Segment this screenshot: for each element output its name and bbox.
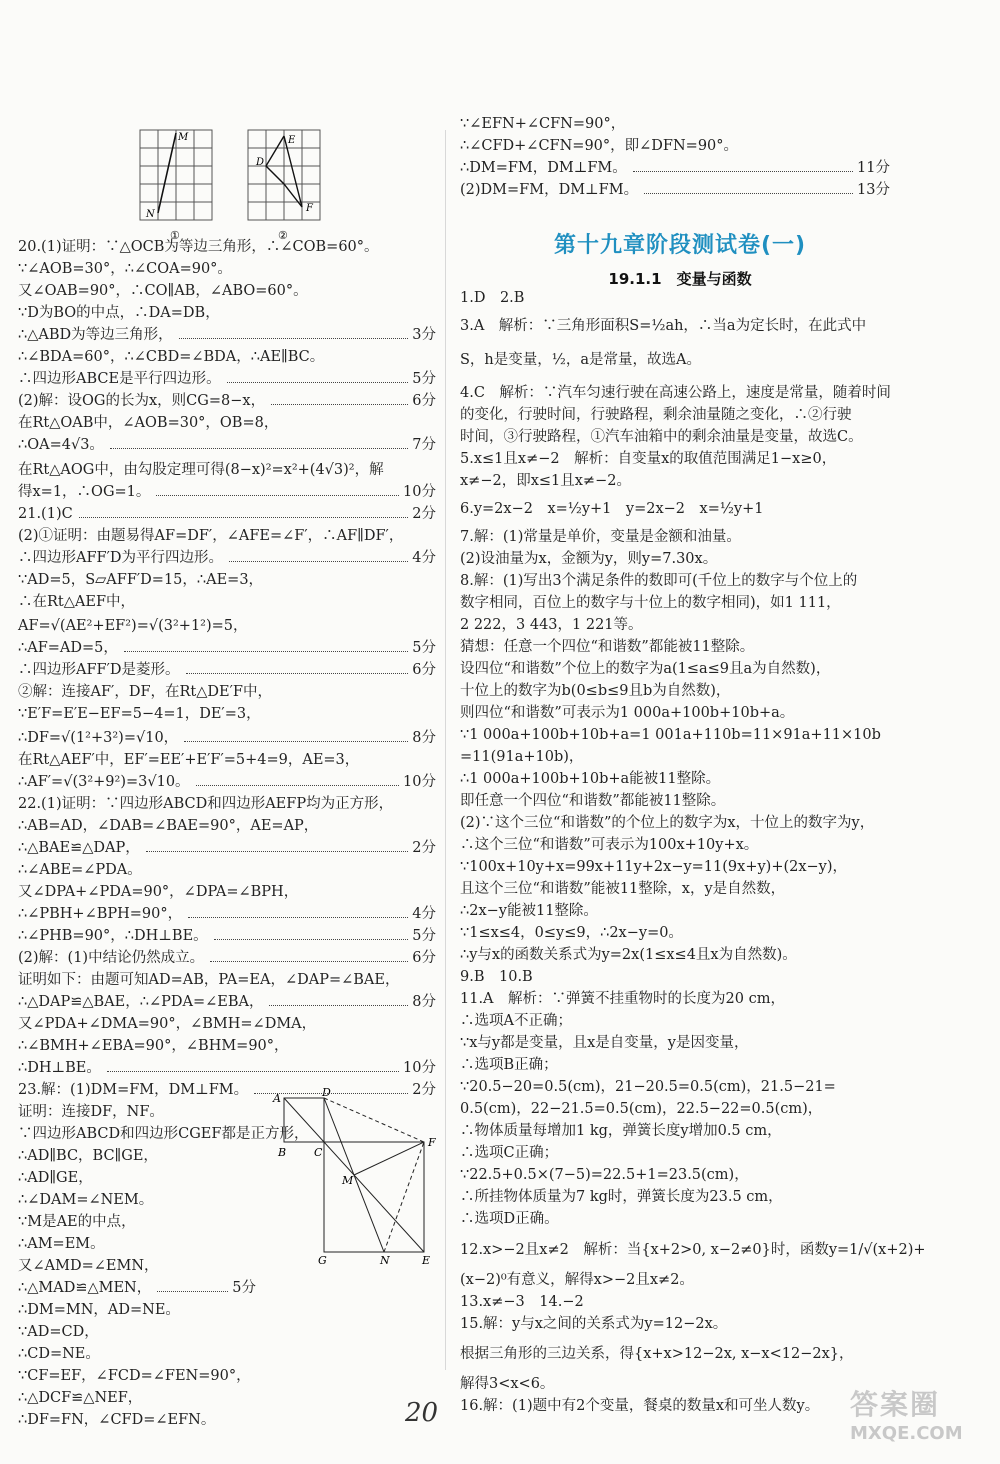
leader-dots [179, 338, 409, 339]
answer-text: 得x=1，∴OG=1。 [18, 484, 151, 500]
leader-dots [633, 171, 853, 172]
fig1-label-n: N [146, 209, 155, 220]
leader-dots [196, 785, 400, 786]
column-divider [445, 130, 446, 1370]
sq-label-e: E [422, 1254, 431, 1267]
leader-dots [146, 851, 409, 852]
answer-line [460, 180, 890, 200]
score-points: 6分 [412, 662, 436, 678]
answer-line [18, 838, 436, 858]
answer-line: 十位上的数字为b(0≤b≤9且b为自然数)， [460, 683, 731, 699]
answer-line: ∵∠EFN+∠CFN=90°， [460, 116, 626, 132]
answer-text: ∴△ABD为等边三角形， [18, 327, 173, 343]
answer-text: ∴四边形AFF′D是菱形。 [18, 662, 180, 678]
answer-line: 4.C 解析：∵汽车匀速行驶在高速公路上，速度是常量，随着时间 [460, 385, 891, 401]
answer-line: ∵D为BO的中点，∴DA=DB， [18, 305, 220, 321]
answer-line: ∵E′F=E′E−EF=5−4=1，DE′=3， [18, 706, 261, 722]
leader-dots [269, 1005, 408, 1006]
answer-line: ∴∠ABE=∠PDA。 [18, 862, 142, 878]
answer-line: ∴AB=AD，∠DAB=∠BAE=90°，AE=AP， [18, 818, 319, 834]
answer-line: ∴AD∥GE， [18, 1170, 93, 1186]
answer-line: ∴AD∥BC，BC∥GE， [18, 1148, 158, 1164]
answer-line: 1.D 2.B [460, 290, 525, 306]
answer-line: ∴∠BDA=60°，∴∠CBD=∠BDA，∴AE∥BC。 [18, 349, 325, 365]
answer-text: ∴DH⊥BE。 [18, 1060, 101, 1076]
answer-line [18, 325, 436, 345]
score-points: 10分 [403, 484, 436, 500]
answer-text: ∴△MAD≌△MEN， [18, 1280, 152, 1296]
answer-line: ∴这个三位“和谐数”可表示为100x+10y+x。 [460, 837, 759, 853]
answer-line: 9.B 10.B [460, 969, 533, 985]
leader-dots [184, 741, 408, 742]
sq-label-c: C [314, 1146, 323, 1159]
leader-dots [107, 1071, 399, 1072]
answer-text: ∴四边形ABCE是平行四边形。 [18, 371, 221, 387]
answer-line: ∵1 000a+100b+10b+a=1 001a+110b=11×91a+11×10b [460, 727, 881, 743]
answer-line: ∵四边形ABCD和四边形CGEF都是正方形， [18, 1126, 309, 1142]
answer-line: ∴1 000a+100b+10b+a能被11整除。 [460, 771, 721, 787]
answer-line [18, 369, 436, 389]
watermark-logo [850, 1383, 990, 1443]
answer-line: 16.解：(1)题中有2个变量，餐桌的数量x和可坐人数y。 [460, 1398, 820, 1414]
answer-line: 2 222，3 443，1 221等。 [460, 617, 643, 633]
answer-line: 证明如下：由题可知AD=AB，PA=EA，∠DAP=∠BAE， [18, 972, 400, 988]
answer-line: 7.解：(1)常量是单价，变量是金额和油量。 [460, 529, 741, 545]
answer-text: ∴AF=AD=5， [18, 640, 118, 656]
answer-line: 数字相同，百位上的数字与十位上的数字相同)，如1 111， [460, 595, 841, 611]
answer-line [18, 660, 436, 680]
answer-line [18, 772, 436, 792]
answer-line [18, 391, 436, 411]
answer-line: ∴∠BMH+∠EBA=90°，∠BHM=90°， [18, 1038, 289, 1054]
leader-dots [156, 495, 399, 496]
fig2-label-d: D [256, 157, 265, 168]
square-figure [272, 1088, 447, 1270]
sq-label-a: A [273, 1092, 281, 1105]
score-points: 10分 [403, 1060, 436, 1076]
answer-line: 11.A 解析：∵弹簧不挂重物时的长度为20 cm， [460, 991, 785, 1007]
answer-line: ∵AD=5，S▱AFF′D=15，∴AE=3， [18, 572, 264, 588]
answer-text: (2)解：设OG的长为x，则CG=8−x， [18, 393, 266, 409]
sq-label-g: G [318, 1254, 327, 1267]
sq-label-m: M [342, 1174, 354, 1187]
answer-line: ∴∠DAM=∠NEM。 [18, 1192, 154, 1208]
leader-dots [124, 651, 408, 652]
score-points: 8分 [412, 994, 436, 1010]
answer-line [18, 728, 436, 748]
answer-text: 23.解：(1)DM=FM，DM⊥FM。 [18, 1082, 249, 1098]
grid-figures [120, 125, 340, 245]
answer-line: 猜想：任意一个四位“和谐数”都能被11整除。 [460, 639, 755, 655]
answer-line [18, 482, 436, 502]
leader-dots [214, 939, 409, 940]
score-points: 2分 [412, 506, 436, 522]
answer-line: ∴选项B正确； [460, 1057, 558, 1073]
leader-dots [254, 1093, 408, 1094]
leader-dots [79, 517, 409, 518]
score-points: 8分 [412, 730, 436, 746]
answer-line: ∴△DCF≌△NEF， [18, 1390, 143, 1406]
answer-line [18, 638, 436, 658]
answer-line: ∴所挂物体质量为7 kg时，弹簧长度为23.5 cm， [460, 1189, 783, 1205]
answer-text: ∴AF′=√(3²+9²)=3√10。 [18, 774, 190, 790]
answer-line: 6.y=2x−2 x=½y+1 y=2x−2 x=½y+1 [460, 501, 764, 517]
answer-line [460, 158, 890, 178]
answer-line [18, 992, 436, 1012]
answer-line [18, 1080, 436, 1100]
answer-line: 则四位“和谐数”可表示为1 000a+100b+10b+a。 [460, 705, 795, 721]
answer-line: ∴2x−y能被11整除。 [460, 903, 598, 919]
leader-dots [271, 404, 408, 405]
answer-line: 又∠OAB=90°，∴CO∥AB，∠ABO=60°。 [18, 283, 308, 299]
score-points: 7分 [412, 437, 436, 453]
answer-line: 且这个三位“和谐数”能被11整除，x，y是自然数， [460, 881, 786, 897]
answer-line: ∵22.5+0.5×(7−5)=22.5+1=23.5(cm)， [460, 1167, 749, 1183]
answer-line: ∵AD=CD， [18, 1324, 99, 1340]
answer-text: 21.(1)C [18, 506, 73, 522]
answer-text: ∴DM=FM，DM⊥FM。 [460, 160, 627, 176]
answer-line: ∵20.5−20=0.5(cm)，21−20.5=0.5(cm)，21.5−21= [460, 1079, 836, 1095]
leader-dots [229, 561, 408, 562]
answer-line [18, 1278, 256, 1298]
answer-line: 在Rt△AOG中，由勾股定理可得(8−x)²=x²+(4√3)²，解 [18, 462, 384, 478]
score-points: 4分 [412, 906, 436, 922]
section-title: 19.1.1 变量与函数 [608, 270, 752, 288]
answer-line: 8.解：(1)写出3个满足条件的数即可(千位上的数字与个位上的 [460, 573, 858, 589]
sq-label-f: F [428, 1136, 436, 1149]
leader-dots [157, 1291, 228, 1292]
answer-line: ②解：连接AF′，DF，在Rt△DE′F中， [18, 684, 272, 700]
watermark-top: 答案圈 [850, 1388, 941, 1421]
answer-line: ∵M是AE的中点， [18, 1214, 136, 1230]
answer-line: ∴物体质量每增加1 kg，弹簧长度y增加0.5 cm， [460, 1123, 782, 1139]
answer-line: ∴DM=MN，AD=NE。 [18, 1302, 180, 1318]
score-points: 5分 [412, 371, 436, 387]
answer-line [18, 904, 436, 924]
answer-line: 22.(1)证明：∵四边形ABCD和四边形AEFP均为正方形， [18, 796, 394, 812]
answer-line [18, 504, 436, 524]
answer-line: ∴在Rt△AEF中， [18, 594, 136, 610]
answer-line: (2)∵这个三位“和谐数”的个位上的数字为x，十位上的数字为y， [460, 815, 875, 831]
answer-line: ∵∠AOB=30°，∴∠COA=90°。 [18, 261, 232, 277]
answer-text: ∴DF=√(1²+3²)=√10， [18, 730, 179, 746]
answer-line: ∴y与x的函数关系式为y=2x(1≤x≤4且x为自然数)。 [460, 947, 797, 963]
fig1-caption: ① [170, 229, 180, 242]
answer-line: S，h是变量，½，a是常量，故选A。 [460, 352, 701, 368]
answer-line: 解得3<x<6。 [460, 1376, 555, 1392]
answer-line [18, 435, 436, 455]
answer-line: 在Rt△OAB中，∠AOB=30°，OB=8， [18, 415, 279, 431]
score-points: 10分 [403, 774, 436, 790]
score-points: 5分 [412, 640, 436, 656]
sq-label-n: N [380, 1254, 390, 1267]
leader-dots [186, 673, 409, 674]
answer-line [18, 926, 436, 946]
answer-line: ∴选项D正确。 [460, 1211, 559, 1227]
answer-text: ∴∠PHB=90°，∴DH⊥BE。 [18, 928, 208, 944]
answer-text: ∴△DAP≌△BAE，∴∠PDA=∠EBA， [18, 994, 264, 1010]
answer-line: 15.解：y与x之间的关系式为y=12−2x。 [460, 1316, 728, 1332]
answer-line: ∴选项C正确； [460, 1145, 559, 1161]
score-points: 6分 [412, 950, 436, 966]
fig2-label-e: E [288, 135, 296, 146]
answer-text: ∴OA=4√3。 [18, 437, 104, 453]
fig1-label-m: M [178, 132, 189, 143]
answer-line: =11(91a+10b)， [460, 749, 584, 765]
answer-text: ∴△BAE≌△DAP， [18, 840, 140, 856]
answer-text: ∴∠PBH+∠BPH=90°， [18, 906, 183, 922]
answer-line: 的变化，行驶时间，行驶路程，剩余油量随之变化，∴②行驶 [460, 407, 852, 423]
answer-line: 时间，③行驶路程，①汽车油箱中的剩余油量是变量，故选C。 [460, 429, 863, 445]
answer-line: AF=√(AE²+EF²)=√(3²+1²)=5， [18, 618, 248, 634]
answer-line: 证明：连接DF，NF。 [18, 1104, 164, 1120]
answer-line: (x−2)⁰有意义，解得x>−2且x≠2。 [460, 1272, 694, 1288]
answer-line: 根据三角形的三边关系，得{x+x>12−2x, x−x<12−2x}， [460, 1346, 854, 1362]
answer-line: 又∠DPA+∠PDA=90°，∠DPA=∠BPH， [18, 884, 299, 900]
answer-line: 3.A 解析：∵三角形面积S=½ah，∴当a为定长时，在此式中 [460, 318, 867, 334]
score-points: 5分 [412, 928, 436, 944]
answer-line: ∴AM=EM。 [18, 1236, 105, 1252]
answer-line: 又∠AMD=∠EMN， [18, 1258, 159, 1274]
sq-label-d: D [322, 1086, 331, 1099]
fig2-label-f: F [306, 203, 313, 214]
score-points: 2分 [412, 1082, 436, 1098]
answer-line: (2)①证明：由题易得AF=DF′，∠AFE=∠F′，∴AF∥DF′， [18, 528, 404, 544]
answer-line: ∵x与y都是变量，且x是自变量，y是因变量， [460, 1035, 749, 1051]
answer-line [18, 1058, 436, 1078]
chapter-title: 第十九章阶段测试卷(一) [553, 233, 807, 258]
score-points: 2分 [412, 840, 436, 856]
answer-text: (2)解：(1)中结论仍然成立。 [18, 950, 205, 966]
page-number: 20 [405, 1398, 439, 1428]
grid-figure-1 [140, 130, 212, 220]
answer-line: 12.x>−2且x≠2 解析：当{x+2>0, x−2≠0}时，函数y=1/√(x+2)+ [460, 1242, 926, 1258]
answer-line: ∵CF=EF，∠FCD=∠FEN=90°， [18, 1368, 251, 1384]
answer-line: ∴DF=FN，∠CFD=∠EFN。 [18, 1412, 216, 1428]
answer-line: 13.x≠−3 14.−2 [460, 1294, 584, 1310]
watermark-bottom: MXQE.COM [850, 1423, 963, 1444]
answer-line: (2)设油量为x，金额为y，则y=7.30x。 [460, 551, 718, 567]
score-points: 11分 [857, 160, 890, 176]
answer-text: (2)DM=FM，DM⊥FM。 [460, 182, 639, 198]
answer-line [18, 948, 436, 968]
leader-dots [188, 917, 408, 918]
answer-line: 即任意一个四位“和谐数”都能被11整除。 [460, 793, 726, 809]
answer-line: ∴选项A不正确； [460, 1013, 572, 1029]
answer-line [18, 548, 436, 568]
answer-line: 又∠PDA+∠DMA=90°，∠BMH=∠DMA， [18, 1016, 317, 1032]
answer-line: ∴CD=NE。 [18, 1346, 100, 1362]
leader-dots [644, 193, 853, 194]
score-points: 5分 [232, 1280, 256, 1296]
sq-label-b: B [278, 1146, 287, 1159]
score-points: 13分 [857, 182, 890, 198]
answer-line: ∴∠CFD+∠CFN=90°，即∠DFN=90°。 [460, 138, 739, 154]
fig2-caption: ② [278, 229, 288, 242]
score-points: 4分 [412, 550, 436, 566]
answer-line: ∵100x+10y+x=99x+11y+2x−y=11(9x+y)+(2x−y)， [460, 859, 848, 875]
answer-text: ∴四边形AFF′D为平行四边形。 [18, 550, 224, 566]
leader-dots [110, 448, 408, 449]
answer-line: 设四位“和谐数”个位上的数字为a(1≤a≤9且a为自然数)， [460, 661, 831, 677]
leader-dots [227, 382, 409, 383]
answer-line: ∵1≤x≤4，0≤y≤9，∴2x−y=0。 [460, 925, 683, 941]
score-points: 3分 [412, 327, 436, 343]
answer-line: 在Rt△AEF′中，EF′=EE′+E′F′=5+4=9，AE=3， [18, 752, 360, 768]
answer-line: 20.(1)证明：∵△OCB为等边三角形，∴∠COB=60°。 [18, 239, 379, 255]
leader-dots [210, 961, 408, 962]
score-points: 6分 [412, 393, 436, 409]
answer-line: x≠−2，即x≤1且x≠−2。 [460, 473, 631, 489]
answer-line: 0.5(cm)，22−21.5=0.5(cm)，22.5−22=0.5(cm)， [460, 1101, 823, 1117]
answer-line: 5.x≤1且x≠−2 解析：自变量x的取值范围满足1−x≥0， [460, 451, 837, 467]
